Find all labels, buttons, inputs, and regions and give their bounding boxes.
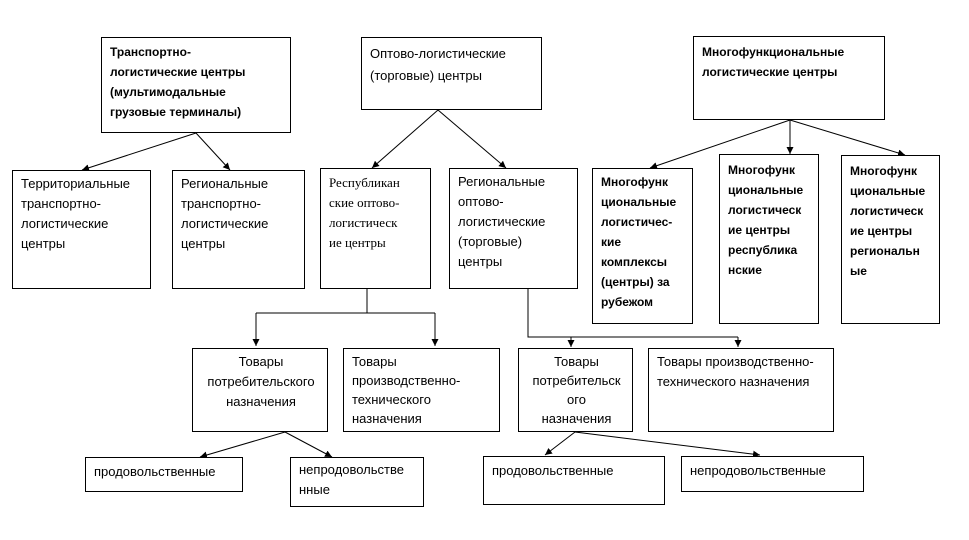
box-multi-republican: Многофунк циональные логистическ ие центры республика нские	[719, 154, 819, 324]
arrow-consumer-right-food	[545, 432, 575, 455]
connector-republican-goods	[256, 289, 367, 313]
box-wholesale-centers: Оптово-логистические (торговые) центры	[361, 37, 542, 110]
box-multi-abroad: Многофунк циональные логистичес- кие комплексы (центры) за рубежом	[592, 168, 693, 324]
arrow-consumer-right-nonfood	[575, 432, 760, 455]
box-consumer-goods-left: Товары потребительского назначения	[192, 348, 328, 432]
box-transport-centers: Транспортно- логистические центры (мультимодальные грузовые терминалы)	[101, 37, 291, 133]
arrow-transport-regional	[196, 133, 230, 170]
arrow-consumer-left-food	[200, 432, 285, 457]
box-multi-regional: Многофунк циональные логистическ ие центры региональн ые	[841, 155, 940, 324]
arrow-transport-territorial	[82, 133, 196, 170]
arrow-multi-regional	[790, 120, 905, 155]
box-consumer-goods-right: Товары потребительск ого назначения	[518, 348, 633, 432]
box-nonfood-right: непродовольственные	[681, 456, 864, 492]
box-multifunctional-centers: Многофункциональные логистические центры	[693, 36, 885, 120]
arrow-wholesale-regional	[438, 110, 506, 168]
box-regional-transport: Региональные транспортно- логистические центры	[172, 170, 305, 289]
box-industrial-goods-right: Товары производственно- технического назначения	[648, 348, 834, 432]
arrow-wholesale-republican	[372, 110, 438, 168]
box-territorial-transport: Территориальные транспортно- логистические центры	[12, 170, 151, 289]
box-republican-wholesale: Республикан ские оптово- логистическ ие центры	[320, 168, 431, 289]
box-regional-wholesale: Региональные оптово- логистические (торговые) центры	[449, 168, 578, 289]
box-food-right: продовольственные	[483, 456, 665, 505]
arrow-consumer-left-nonfood	[285, 432, 332, 457]
box-food-left: продовольственные	[85, 457, 243, 492]
box-industrial-goods-left: Товары производственно- технического назначения	[343, 348, 500, 432]
box-nonfood-left: непродовольстве нные	[290, 457, 424, 507]
